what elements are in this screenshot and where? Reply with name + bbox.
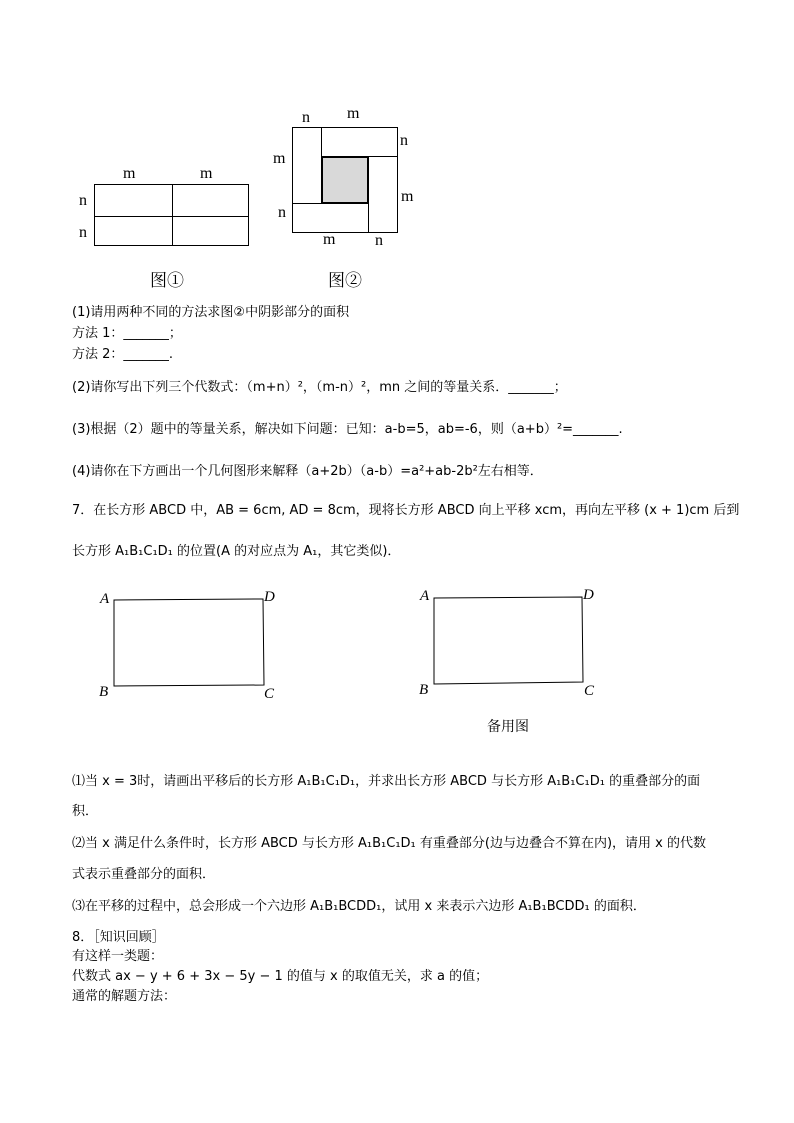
q6-part2: (2)请你写出下列三个代数式：（m+n）²，（m-n）²，mn 之间的等量关系．_______； xyxy=(72,380,567,395)
rect-abcd-shape xyxy=(110,595,270,691)
fig2-label-m-right: m xyxy=(401,188,414,205)
point-c-label: C xyxy=(264,686,275,702)
fig1-rect-tr xyxy=(172,184,249,217)
q6-method2: 方法 2：_______. xyxy=(72,347,174,362)
p8-line1: 8．［知识回顾］ xyxy=(72,930,165,945)
spare-point-c-label: C xyxy=(584,683,595,699)
fig1-label-n-bottom: n xyxy=(79,224,87,241)
fig1-caption: 图① xyxy=(150,271,184,290)
point-a-label: A xyxy=(100,591,110,607)
fig2-rect-bottom xyxy=(292,203,369,233)
p7-sub1-line1: ⑴当 x = 3时，请画出平移后的长方形 A₁B₁C₁D₁，并求出长方形 ABCD 与长方形 A₁B₁C₁D₁ 的重叠部分的面 xyxy=(72,774,701,789)
fig2-label-n-top-left: n xyxy=(302,109,310,126)
p7-sub2-line1: ⑵当 x 满足什么条件时，长方形 ABCD 与长方形 A₁B₁C₁D₁ 有重叠部分(边与边叠合不算在内)，请用 x 的代数 xyxy=(72,836,707,851)
fig2-caption: 图② xyxy=(328,271,362,290)
point-d-label: D xyxy=(264,589,275,605)
fig2-label-m-left: m xyxy=(273,150,286,167)
fig1-rect-br xyxy=(172,216,249,246)
p7-statement-line2: 长方形 A₁B₁C₁D₁ 的位置(A 的对应点为 A₁，其它类似)． xyxy=(72,544,401,559)
spare-point-b-label: B xyxy=(419,682,429,698)
fig2-label-n-bottom-right: n xyxy=(375,232,383,249)
fig1-label-m-left: m xyxy=(123,165,136,182)
p8-line3: 代数式 ax − y + 6 + 3x − 5y − 1 的值与 x 的取值无关，求 a 的值； xyxy=(72,969,489,984)
p8-line4: 通常的解题方法： xyxy=(72,989,177,1004)
fig2-label-m-top: m xyxy=(347,105,360,122)
q6-method1: 方法 1：_______； xyxy=(72,326,182,341)
fig2-label-n-left: n xyxy=(278,204,286,221)
spare-rect-shape xyxy=(430,593,590,689)
fig2-label-n-top-right: n xyxy=(400,132,408,149)
fig2-rect-right xyxy=(368,156,398,233)
fig2-label-m-bottom: m xyxy=(323,231,336,248)
p7-sub2-line2: 式表示重叠部分的面积． xyxy=(72,867,216,882)
spare-caption: 备用图 xyxy=(487,719,529,735)
p7-sub1-line2: 积． xyxy=(72,804,99,819)
fig1-rect-tl xyxy=(94,184,173,217)
p8-line2: 有这样一类题： xyxy=(72,949,164,964)
fig2-shaded-square xyxy=(322,157,368,203)
q6-part4: (4)请你在下方画出一个几何图形来解释（a+2b）（a-b）=a²+ab-2b²左右相等． xyxy=(72,464,543,479)
q6-part1: (1)请用两种不同的方法求图②中阴影部分的面积 xyxy=(72,305,350,320)
fig1-label-m-right: m xyxy=(200,165,213,182)
q6-part3: (3)根据（2）题中的等量关系，解决如下问题：已知：a-b=5，ab=-6，则（a+b）²=_______. xyxy=(72,422,623,437)
spare-point-d-label: D xyxy=(583,587,594,603)
fig2-rect-top xyxy=(321,127,398,157)
point-b-label: B xyxy=(99,684,109,700)
fig1-label-n-top: n xyxy=(79,192,87,209)
fig2-rect-left xyxy=(292,127,322,204)
p7-statement-line1: 7．在长方形 ABCD 中，AB = 6cm, AD = 8cm，现将长方形 ABCD 向上平移 xcm，再向左平移 (x + 1)cm 后到 xyxy=(72,503,740,518)
p7-sub3: ⑶在平移的过程中，总会形成一个六边形 A₁B₁BCDD₁，试用 x 来表示六边形 A₁B₁BCDD₁ 的面积． xyxy=(72,899,646,914)
fig1-rect-bl xyxy=(94,216,173,246)
spare-point-a-label: A xyxy=(420,588,430,604)
